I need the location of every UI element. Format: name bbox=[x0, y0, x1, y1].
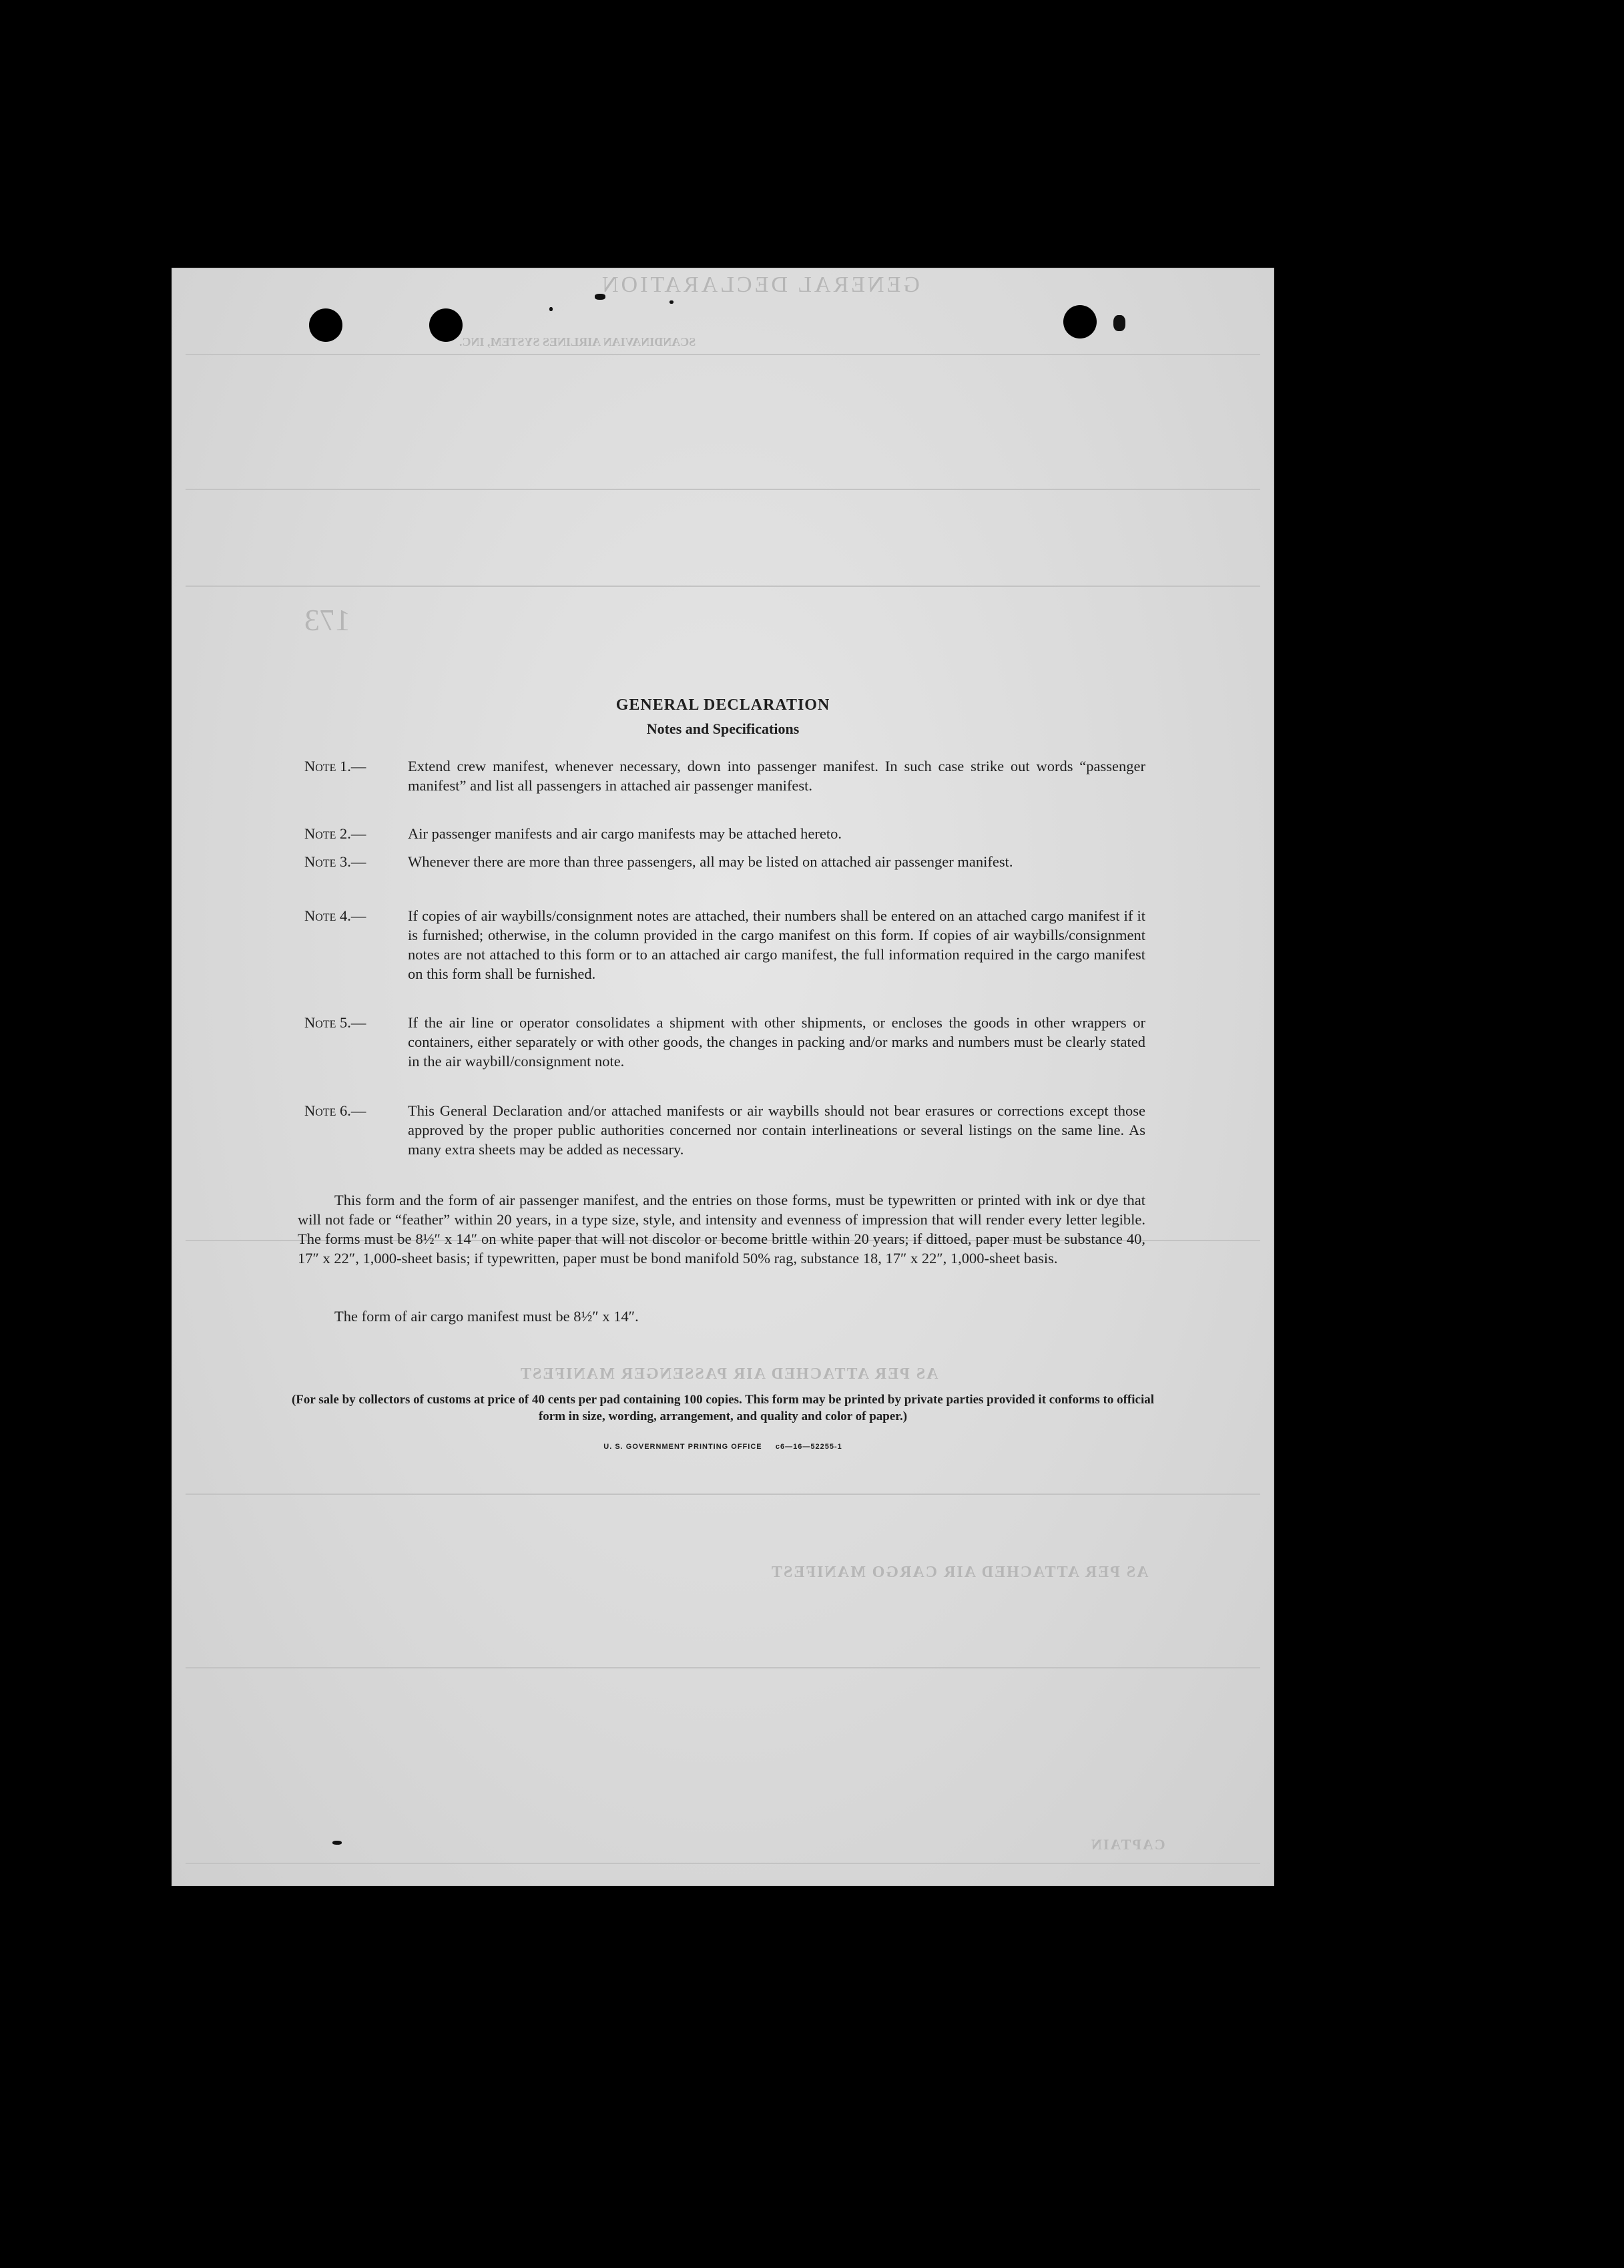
note-label: Note 5.— bbox=[304, 1014, 366, 1031]
note-text: If copies of air waybills/consignment notes are attached, their numbers shall be entered on an attached cargo manifest if it is furnished; otherwise, in the column provided in the cargo manifest on this form. If copies of air waybills/consignment notes are not attached to this form or to an attached air cargo manifest, the full information required in the cargo manifest on this form shall be furnished. bbox=[408, 907, 1145, 982]
bleed-through-rule bbox=[186, 1494, 1260, 1495]
sale-notice: (For sale by collectors of customs at price of 40 cents per pad containing 100 copies. This form may be printed by private parties provided it conforms to official form in size, wording, arrangement, and quality and color of paper.) bbox=[291, 1393, 1155, 1423]
bleed-through-heading: GENERAL DECLARATION bbox=[599, 272, 920, 297]
note-label: Note 4.— bbox=[304, 907, 366, 924]
bleed-through-captain: CAPTAIN bbox=[1090, 1836, 1165, 1853]
bleed-through-rule bbox=[186, 354, 1260, 355]
note-3 bbox=[304, 852, 1145, 871]
bleed-through-stamp-number: 173 bbox=[304, 603, 350, 637]
note-1 bbox=[304, 756, 1145, 795]
note-label: Note 2.— bbox=[304, 825, 366, 842]
note-5 bbox=[304, 1013, 1145, 1071]
punch-hole bbox=[309, 308, 342, 342]
ink-speck bbox=[549, 307, 553, 311]
cargo-manifest-size: The form of air cargo manifest must be 8½″ x 14″. bbox=[334, 1308, 639, 1325]
note-text: This General Declaration and/or attached manifests or air waybills should not bear erasures or corrections except those approved by the proper public authorities concerned nor contain interlineations or several listings on the same line. As many extra sheets may be added as necessary. bbox=[408, 1102, 1145, 1158]
bleed-through-passenger-heading: AS PER ATTACHED AIR PASSENGER MANIFEST bbox=[519, 1365, 938, 1383]
ink-speck bbox=[1113, 315, 1125, 331]
bleed-through-rule bbox=[186, 1863, 1260, 1864]
note-text: Air passenger manifests and air cargo manifests may be attached hereto. bbox=[408, 825, 842, 842]
printing-requirements: This form and the form of air passenger manifest, and the entries on those forms, must be typewritten or printed with ink or dye that will not fade or “feather” within 20 years, in a type size, style, and intensity and evenness of impression that will render every letter legible. The forms must be 8½″ x 14″ on white paper that will not discolor or become brittle within 20 years; if dittoed, paper must be substance 40, 17″ x 22″, 1,000-sheet basis; if typewritten, paper must be bond manifold 50% rag, substance 18, 17″ x 22″, 1,000-sheet basis. bbox=[298, 1192, 1145, 1267]
punch-hole bbox=[429, 308, 463, 342]
printer-imprint: U. S. GOVERNMENT PRINTING OFFICE c6—16—52255-1 bbox=[603, 1443, 842, 1451]
note-2 bbox=[304, 824, 1145, 843]
note-text: Extend crew manifest, whenever necessary, down into passenger manifest. In such case strike out words “passenger manifest” and list all passengers in attached air passenger manifest. bbox=[408, 758, 1145, 794]
note-text: Whenever there are more than three passengers, all may be listed on attached air passenger manifest. bbox=[408, 853, 1013, 870]
note-text: If the air line or operator consolidates a shipment with other shipments, or encloses the goods in other wrappers or containers, either separately or with other goods, the changes in packing and/or marks and numbers must be clearly stated in the air waybill/consignment note. bbox=[408, 1014, 1145, 1070]
bleed-through-cargo-heading: AS PER ATTACHED AIR CARGO MANIFEST bbox=[770, 1564, 1149, 1581]
note-6 bbox=[304, 1101, 1145, 1159]
page-title: GENERAL DECLARATION bbox=[615, 696, 830, 714]
page-subtitle: Notes and Specifications bbox=[646, 720, 800, 737]
bleed-through-rule bbox=[186, 489, 1260, 490]
bleed-through-airline: SCANDINAVIAN AIRLINES SYSTEM, INC. bbox=[459, 335, 696, 349]
ink-speck bbox=[332, 1841, 342, 1845]
note-label: Note 1.— bbox=[304, 758, 366, 774]
punch-hole bbox=[1063, 305, 1097, 338]
note-label: Note 6.— bbox=[304, 1102, 366, 1119]
note-label: Note 3.— bbox=[304, 853, 366, 870]
bleed-through-rule bbox=[186, 1667, 1260, 1668]
ink-speck bbox=[669, 300, 673, 304]
document-page bbox=[172, 268, 1274, 1885]
bleed-through-rule bbox=[186, 586, 1260, 587]
note-4 bbox=[304, 906, 1145, 983]
